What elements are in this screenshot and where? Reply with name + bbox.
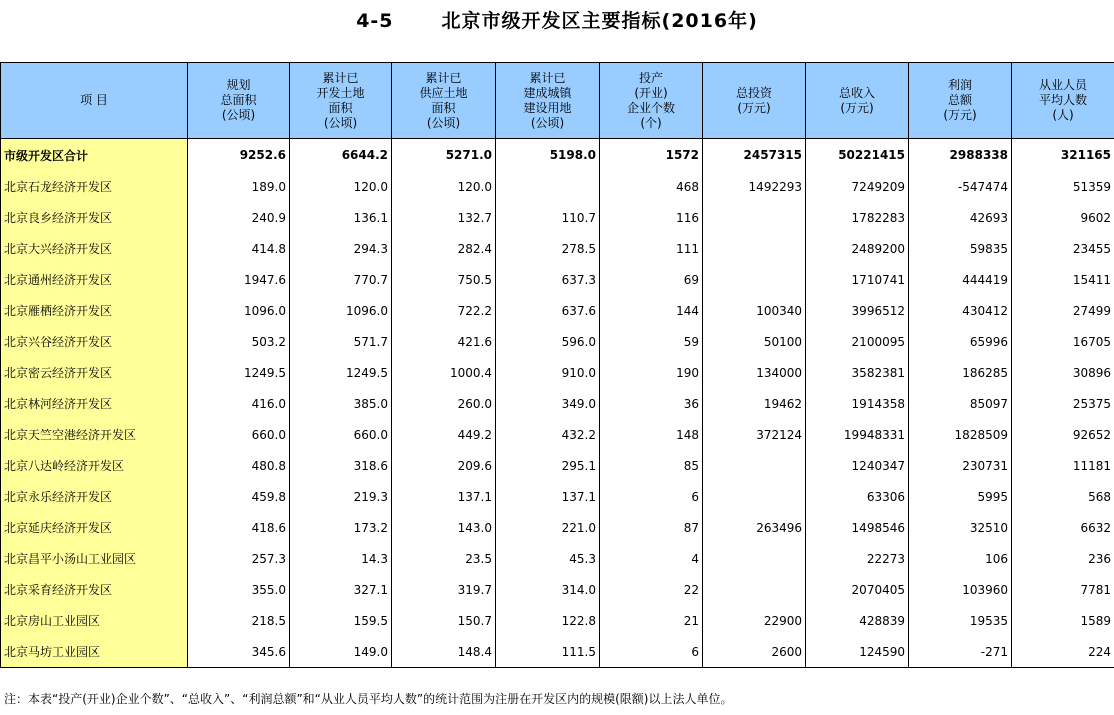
data-cell: 1710741: [806, 264, 909, 295]
data-cell: 110.7: [496, 202, 600, 233]
data-cell: 50221415: [806, 139, 909, 172]
data-cell: 349.0: [496, 388, 600, 419]
data-cell: 5198.0: [496, 139, 600, 172]
row-label: 北京八达岭经济开发区: [1, 450, 188, 481]
table-body: [1, 139, 1114, 668]
table-row: [1, 481, 1114, 512]
data-cell: 59835: [909, 233, 1012, 264]
data-cell: 571.7: [290, 326, 392, 357]
data-cell: 9252.6: [188, 139, 290, 172]
data-cell: 15411: [1012, 264, 1114, 295]
data-cell: 144: [600, 295, 703, 326]
data-cell: 321165: [1012, 139, 1114, 172]
data-cell: 385.0: [290, 388, 392, 419]
data-cell: 421.6: [392, 326, 496, 357]
data-cell: 103960: [909, 574, 1012, 605]
row-label: 北京林河经济开发区: [1, 388, 188, 419]
data-cell: 22900: [703, 605, 806, 636]
data-cell: 36: [600, 388, 703, 419]
data-cell: -547474: [909, 171, 1012, 202]
data-cell: 122.8: [496, 605, 600, 636]
data-cell: 430412: [909, 295, 1012, 326]
data-cell: 21: [600, 605, 703, 636]
data-cell: 230731: [909, 450, 1012, 481]
data-cell: 59: [600, 326, 703, 357]
data-cell: 25375: [1012, 388, 1114, 419]
data-cell: 449.2: [392, 419, 496, 450]
data-cell: 428839: [806, 605, 909, 636]
data-cell: 116: [600, 202, 703, 233]
data-cell: 51359: [1012, 171, 1114, 202]
row-label: 北京天竺空港经济开发区: [1, 419, 188, 450]
data-cell: 355.0: [188, 574, 290, 605]
data-cell: 314.0: [496, 574, 600, 605]
table-row: [1, 512, 1114, 543]
row-label: 北京雁栖经济开发区: [1, 295, 188, 326]
data-cell: 327.1: [290, 574, 392, 605]
data-cell: 63306: [806, 481, 909, 512]
data-cell: 660.0: [290, 419, 392, 450]
data-cell: 87: [600, 512, 703, 543]
data-cell: 6644.2: [290, 139, 392, 172]
data-cell: 568: [1012, 481, 1114, 512]
data-cell: 100340: [703, 295, 806, 326]
row-label: 北京兴谷经济开发区: [1, 326, 188, 357]
data-cell: 4: [600, 543, 703, 574]
data-cell: 1249.5: [290, 357, 392, 388]
column-header: 总收入 (万元): [806, 63, 909, 139]
data-cell: 468: [600, 171, 703, 202]
data-cell: 319.7: [392, 574, 496, 605]
table-row: [1, 233, 1114, 264]
data-cell: 1000.4: [392, 357, 496, 388]
data-cell: 50100: [703, 326, 806, 357]
data-cell: [703, 202, 806, 233]
data-cell: 19462: [703, 388, 806, 419]
data-cell: 1572: [600, 139, 703, 172]
data-cell: 722.2: [392, 295, 496, 326]
data-cell: 120.0: [392, 171, 496, 202]
data-cell: 30896: [1012, 357, 1114, 388]
data-cell: 6632: [1012, 512, 1114, 543]
table-row: [1, 357, 1114, 388]
data-cell: 3582381: [806, 357, 909, 388]
data-cell: 221.0: [496, 512, 600, 543]
table-row: [1, 264, 1114, 295]
data-cell: 190: [600, 357, 703, 388]
table-title: 北京市级开发区主要指标(2016年): [441, 10, 758, 32]
data-cell: 85097: [909, 388, 1012, 419]
data-cell: 5271.0: [392, 139, 496, 172]
data-cell: 224: [1012, 636, 1114, 668]
row-label: 北京昌平小汤山工业园区: [1, 543, 188, 574]
data-cell: 459.8: [188, 481, 290, 512]
row-label: 北京永乐经济开发区: [1, 481, 188, 512]
data-cell: 1498546: [806, 512, 909, 543]
data-cell: 1589: [1012, 605, 1114, 636]
data-cell: 159.5: [290, 605, 392, 636]
data-cell: 503.2: [188, 326, 290, 357]
data-cell: [703, 233, 806, 264]
data-cell: 27499: [1012, 295, 1114, 326]
data-cell: 1782283: [806, 202, 909, 233]
data-cell: 1828509: [909, 419, 1012, 450]
column-header: 总投资 (万元): [703, 63, 806, 139]
data-cell: 219.3: [290, 481, 392, 512]
data-cell: 23455: [1012, 233, 1114, 264]
data-cell: 2457315: [703, 139, 806, 172]
data-cell: 173.2: [290, 512, 392, 543]
data-cell: 7249209: [806, 171, 909, 202]
data-cell: 278.5: [496, 233, 600, 264]
table-row: [1, 202, 1114, 233]
table-row: [1, 326, 1114, 357]
row-label: 北京良乡经济开发区: [1, 202, 188, 233]
column-header: 投产 (开业) 企业个数 (个): [600, 63, 703, 139]
data-cell: 22273: [806, 543, 909, 574]
data-cell: 294.3: [290, 233, 392, 264]
data-cell: 2070405: [806, 574, 909, 605]
data-cell: 45.3: [496, 543, 600, 574]
data-cell: 2100095: [806, 326, 909, 357]
data-cell: 9602: [1012, 202, 1114, 233]
data-cell: 132.7: [392, 202, 496, 233]
data-cell: 120.0: [290, 171, 392, 202]
table-row: [1, 419, 1114, 450]
data-cell: 85: [600, 450, 703, 481]
data-cell: 910.0: [496, 357, 600, 388]
data-cell: 444419: [909, 264, 1012, 295]
table-row: [1, 574, 1114, 605]
indicator-table: [0, 62, 1114, 668]
data-cell: 137.1: [496, 481, 600, 512]
data-cell: 189.0: [188, 171, 290, 202]
column-header: 累计已 开发土地 面积 (公顷): [290, 63, 392, 139]
row-label: 北京通州经济开发区: [1, 264, 188, 295]
data-cell: 149.0: [290, 636, 392, 668]
data-cell: 236: [1012, 543, 1114, 574]
data-cell: 23.5: [392, 543, 496, 574]
data-cell: 42693: [909, 202, 1012, 233]
data-cell: 150.7: [392, 605, 496, 636]
row-label: 北京延庆经济开发区: [1, 512, 188, 543]
data-cell: 32510: [909, 512, 1012, 543]
data-cell: 65996: [909, 326, 1012, 357]
data-cell: 69: [600, 264, 703, 295]
table-row: [1, 450, 1114, 481]
page-title: [0, 6, 1114, 33]
row-label: 北京马坊工业园区: [1, 636, 188, 668]
data-cell: 106: [909, 543, 1012, 574]
data-cell: 111: [600, 233, 703, 264]
data-cell: 6: [600, 636, 703, 668]
data-cell: 16705: [1012, 326, 1114, 357]
data-cell: 480.8: [188, 450, 290, 481]
data-cell: 148.4: [392, 636, 496, 668]
total-row: [1, 139, 1114, 172]
data-cell: [703, 481, 806, 512]
footnote: 注：本表“投产(开业)企业个数”、“总收入”、“利润总额”和“从业人员平均人数”的统计范围为注册在开发区内的规模(限额)以上法人单位。: [4, 692, 733, 706]
data-cell: 19535: [909, 605, 1012, 636]
data-cell: 124590: [806, 636, 909, 668]
data-cell: 345.6: [188, 636, 290, 668]
data-cell: 111.5: [496, 636, 600, 668]
data-cell: 11181: [1012, 450, 1114, 481]
data-cell: 282.4: [392, 233, 496, 264]
data-cell: 14.3: [290, 543, 392, 574]
data-cell: 134000: [703, 357, 806, 388]
data-cell: 257.3: [188, 543, 290, 574]
data-cell: 418.6: [188, 512, 290, 543]
data-cell: 137.1: [392, 481, 496, 512]
row-label: 北京采育经济开发区: [1, 574, 188, 605]
column-header: 累计已 建成城镇 建设用地 (公顷): [496, 63, 600, 139]
data-cell: 19948331: [806, 419, 909, 450]
data-cell: [703, 264, 806, 295]
data-cell: 186285: [909, 357, 1012, 388]
header-item: 项 目: [1, 63, 188, 139]
table-row: [1, 636, 1114, 668]
row-label: 北京房山工业园区: [1, 605, 188, 636]
data-cell: 637.6: [496, 295, 600, 326]
data-cell: 432.2: [496, 419, 600, 450]
table-row: [1, 295, 1114, 326]
row-label: 北京石龙经济开发区: [1, 171, 188, 202]
data-cell: 2600: [703, 636, 806, 668]
data-cell: 7781: [1012, 574, 1114, 605]
data-cell: 1096.0: [188, 295, 290, 326]
table-row: [1, 171, 1114, 202]
data-cell: 5995: [909, 481, 1012, 512]
data-cell: 240.9: [188, 202, 290, 233]
data-cell: 2988338: [909, 139, 1012, 172]
data-cell: 1492293: [703, 171, 806, 202]
column-header: 利润 总额 (万元): [909, 63, 1012, 139]
row-label: 北京密云经济开发区: [1, 357, 188, 388]
data-cell: 1947.6: [188, 264, 290, 295]
data-cell: [703, 450, 806, 481]
data-cell: 1240347: [806, 450, 909, 481]
data-cell: 295.1: [496, 450, 600, 481]
data-cell: 136.1: [290, 202, 392, 233]
data-cell: 750.5: [392, 264, 496, 295]
data-cell: 660.0: [188, 419, 290, 450]
data-cell: 637.3: [496, 264, 600, 295]
table-row: [1, 605, 1114, 636]
data-cell: 318.6: [290, 450, 392, 481]
header-row: [1, 63, 1114, 139]
data-cell: [703, 543, 806, 574]
data-cell: 1096.0: [290, 295, 392, 326]
data-cell: 22: [600, 574, 703, 605]
table-row: [1, 543, 1114, 574]
data-cell: 770.7: [290, 264, 392, 295]
data-cell: [703, 574, 806, 605]
data-cell: 148: [600, 419, 703, 450]
data-cell: 372124: [703, 419, 806, 450]
column-header: 规划 总面积 (公顷): [188, 63, 290, 139]
data-cell: 416.0: [188, 388, 290, 419]
data-cell: -271: [909, 636, 1012, 668]
data-cell: 218.5: [188, 605, 290, 636]
data-cell: 1249.5: [188, 357, 290, 388]
table-number: 4-5: [356, 10, 394, 32]
data-cell: 414.8: [188, 233, 290, 264]
row-label: 北京大兴经济开发区: [1, 233, 188, 264]
table-row: [1, 388, 1114, 419]
data-cell: 6: [600, 481, 703, 512]
column-header: 累计已 供应土地 面积 (公顷): [392, 63, 496, 139]
data-cell: 3996512: [806, 295, 909, 326]
data-cell: 596.0: [496, 326, 600, 357]
data-cell: 1914358: [806, 388, 909, 419]
data-cell: 143.0: [392, 512, 496, 543]
column-header: 从业人员 平均人数 (人): [1012, 63, 1114, 139]
data-cell: [496, 171, 600, 202]
data-cell: 92652: [1012, 419, 1114, 450]
row-label: 市级开发区合计: [1, 139, 188, 172]
data-cell: 209.6: [392, 450, 496, 481]
data-cell: 263496: [703, 512, 806, 543]
data-cell: 260.0: [392, 388, 496, 419]
data-cell: 2489200: [806, 233, 909, 264]
